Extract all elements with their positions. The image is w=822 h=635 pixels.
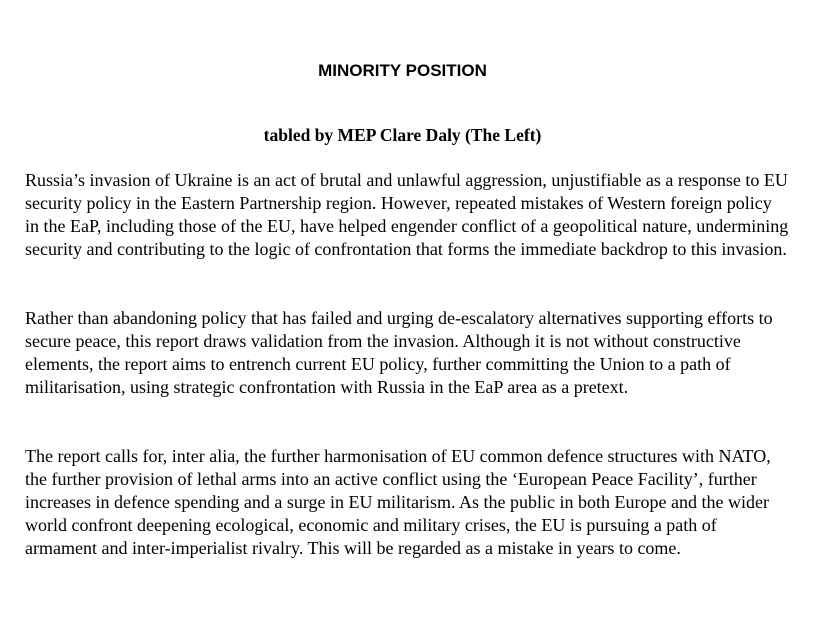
paragraph-3: The report calls for, inter alia, the further harmonisation of EU common defence structures with NATO, the further provision of lethal arms into an active conflict using the ‘European Peace Facility’, further increases in defence spending and a surge in EU militarism. As the public in both Europe and the wider world confront deepening ecological, economic and military crises, the EU is pursuing a path of armament and inter-imperialist rivalry. This will be regarded as a mistake in years to come. [25,446,771,558]
document-subtitle: tabled by MEP Clare Daly (The Left) [263,125,542,145]
document-title: MINORITY POSITION [318,61,487,80]
paragraph-1: Russia’s invasion of Ukraine is an act of brutal and unlawful aggression, unjustifiable as a response to EU security policy in the Eastern Partnership region. However, repeated mistakes of Western foreign policy in the EaP, including those of the EU, have helped engender conflict of a geopolitical nature, undermining security and contributing to the logic of confrontation that forms the immediate backdrop to this invasion. [25,170,789,259]
paragraph-2: Rather than abandoning policy that has failed and urging de-escalatory alternatives supporting efforts to secure peace, this report draws validation from the invasion. Although it is not without constructive elements, the report aims to entrench current EU policy, further committing the Union to a path of militarisation, using strategic confrontation with Russia in the EaP area as a pretext. [25,308,773,397]
